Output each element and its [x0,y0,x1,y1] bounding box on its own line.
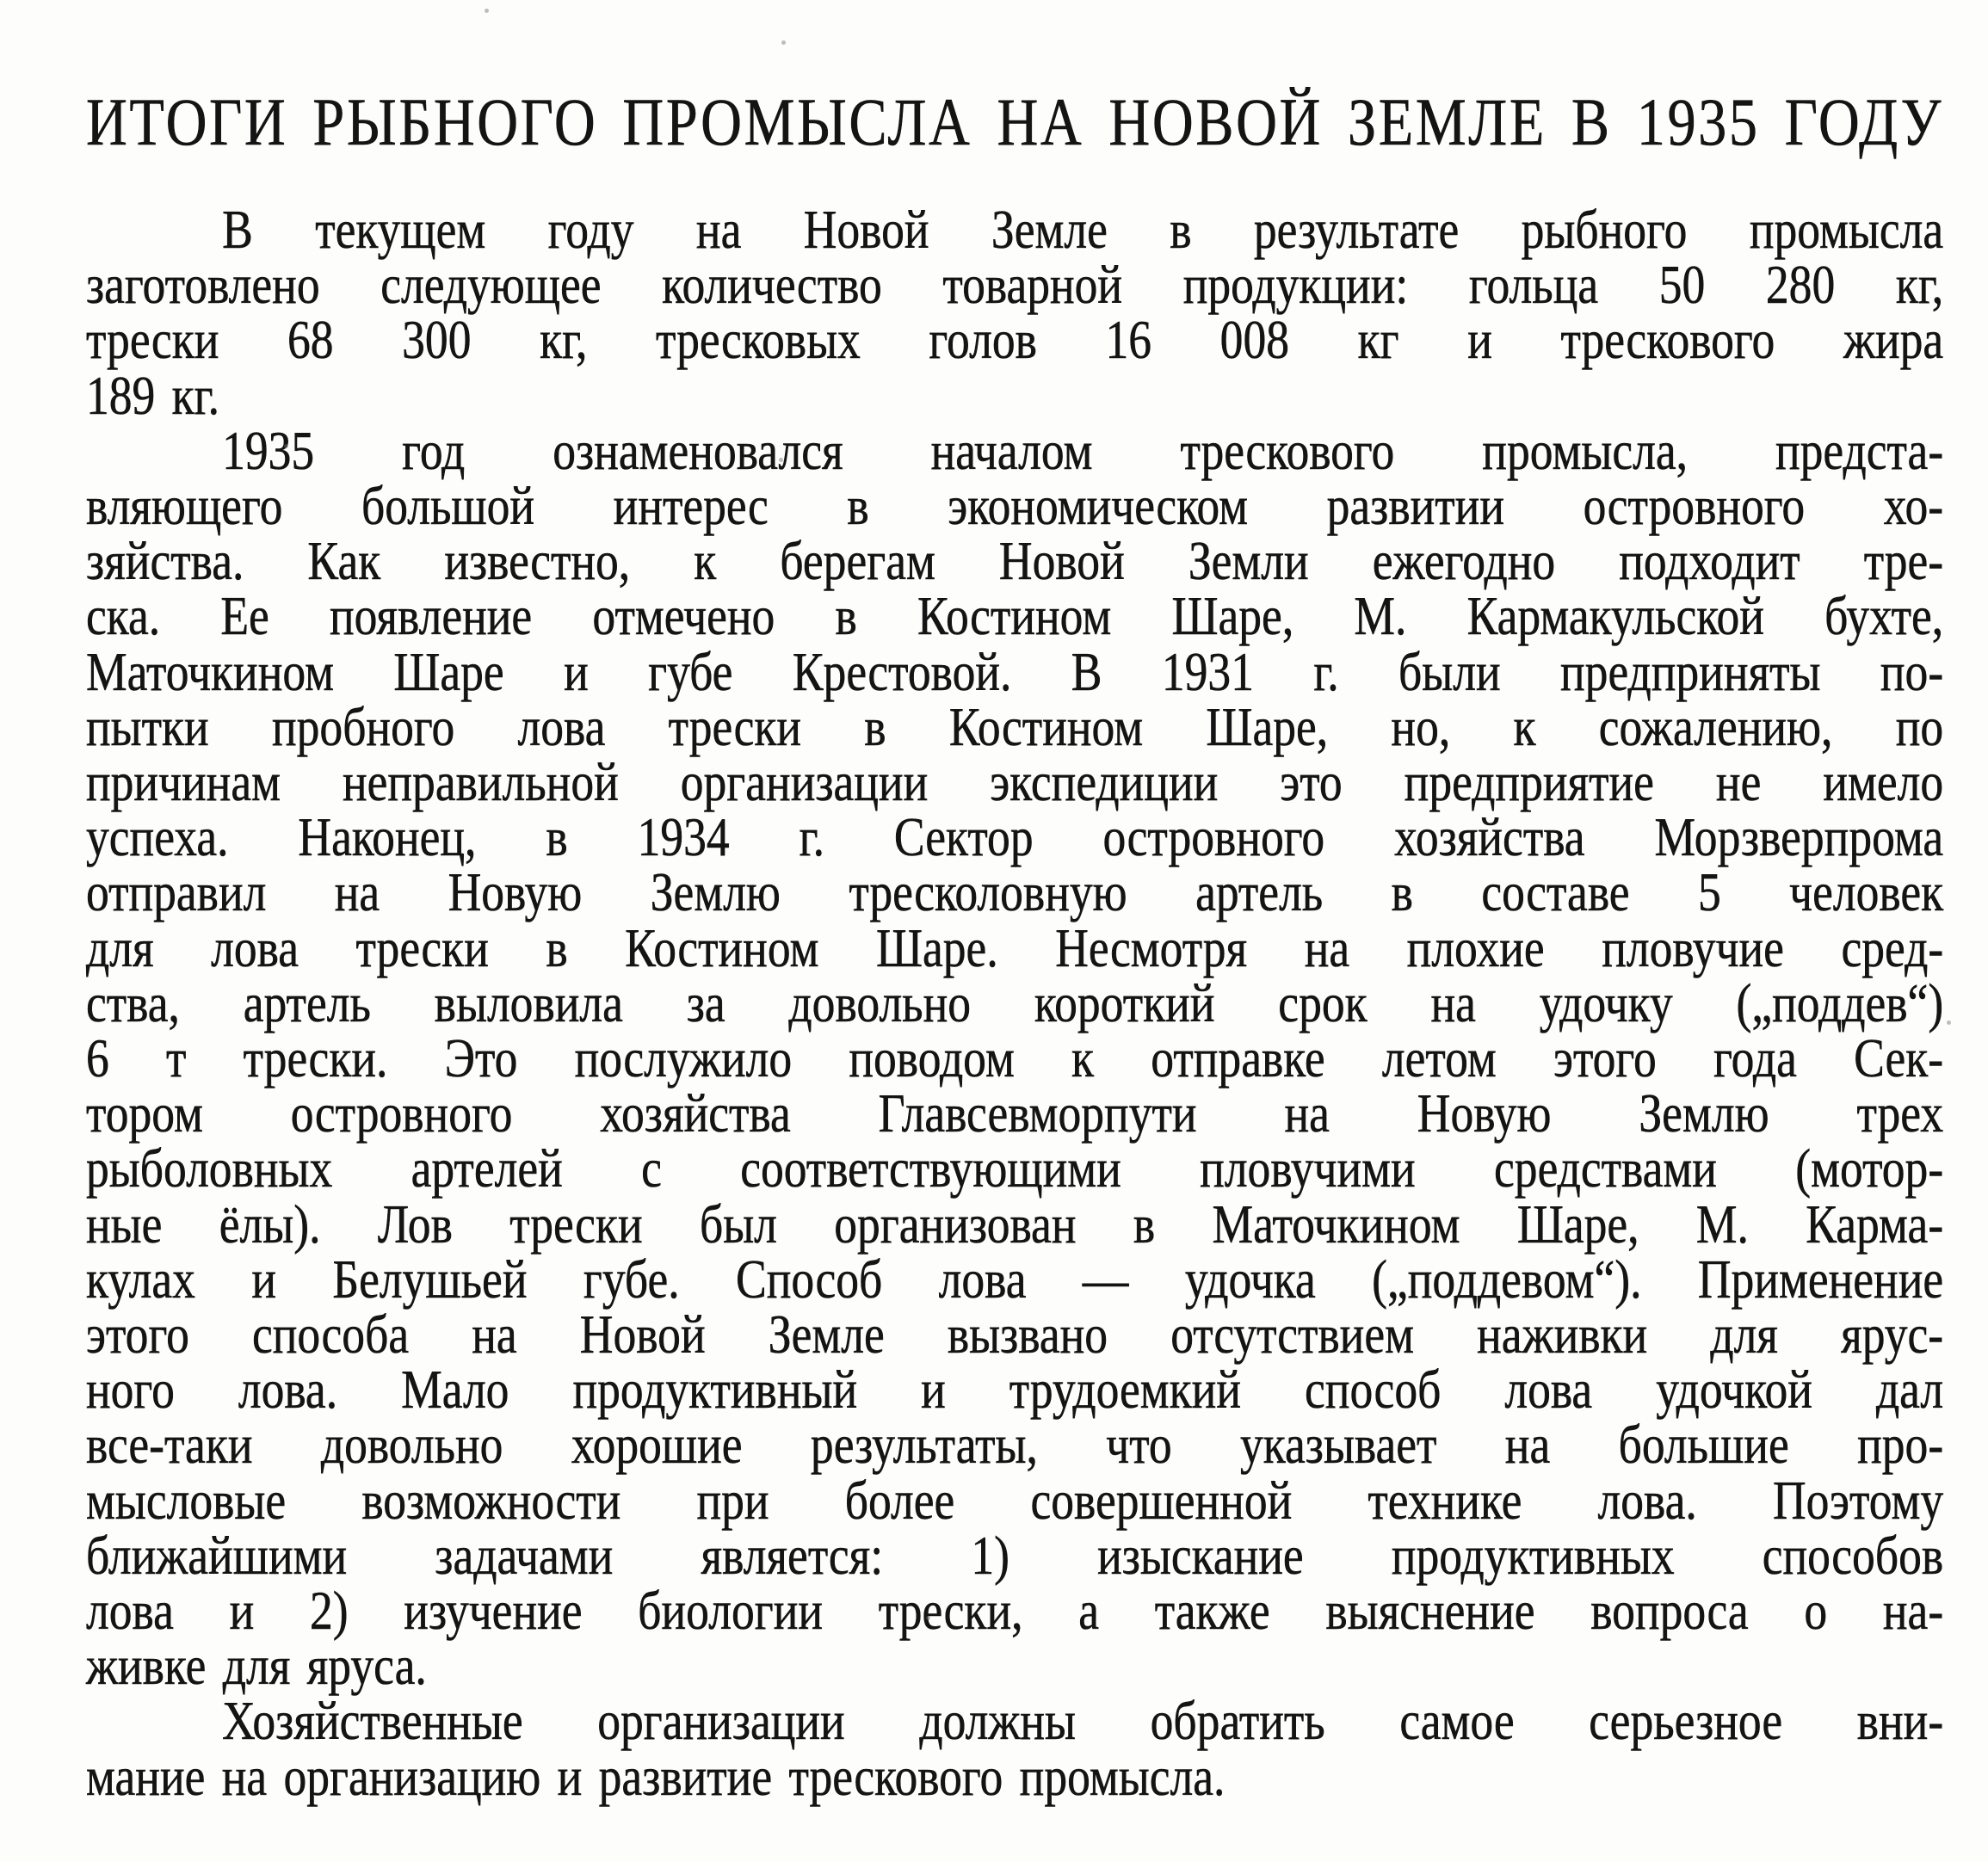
text-line: 1935 год ознаменовался началом трескового промысла, предста- [222,420,1944,481]
text-line: вляющего большой интерес в экономическом развитии островного хо- [86,476,1944,537]
text-line: В текущем году на Новой Земле в результате рыбного промысла [222,200,1944,260]
page-title [86,84,1944,159]
text-line: мание на организацию и развитие трескового промысла. [86,1746,1226,1807]
paragraph-cod-fishery-history [86,420,1944,1697]
text-line: ные ёлы). Лов трески был организован в Маточкином Шаре, М. Карма- [86,1193,1944,1255]
scan-speck [1947,1020,1951,1025]
text-line: для лова трески в Костином Шаре. Несмотря на плохие пловучие сред- [86,917,1944,978]
text-line: пытки пробного лова трески в Костином Шаре, но, к сожалению, по [86,696,1944,757]
text-line: причинам неправильной организации экспедиции это предприятие не имело [86,752,1944,813]
title-word: НА [997,84,1084,159]
title-word: ГОДУ [1784,84,1944,159]
text-line: этого способа на Новой Земле вызвано отсутствием наживки для ярус- [86,1304,1944,1366]
text-line: 6 т трески. Это послужило поводом к отправке летом этого года Сек- [86,1028,1944,1089]
text-line: мысловые возможности при более совершенной технике лова. Поэтому [86,1470,1944,1531]
scan-speck [926,1616,930,1620]
scan-speck [485,9,489,13]
title-word: ПРОМЫСЛА [622,84,972,159]
title-word: ЗЕМЛЕ [1347,84,1547,159]
text-line: ска. Ее появление отмечено в Костином Шаре, М. Кармакульской бухте, [86,586,1944,647]
scan-speck [284,444,288,448]
title-word: НОВОЙ [1108,84,1323,159]
text-line: ближайшими задачами является: 1) изыскание продуктивных способов [86,1525,1944,1586]
text-line: живке для яруса. [86,1636,427,1697]
text-line: лова и 2) изучение биологии трески, а также выяснение вопроса о на- [86,1581,1944,1642]
text-line: зяйства. Как известно, к берегам Новой Земли ежегодно подходит тре- [86,531,1944,592]
text-block [86,84,1944,1807]
title-word: РЫБНОГО [312,84,598,159]
text-line: Маточкином Шаре и губе Крестовой. В 1931 г. были предприняты по- [86,641,1944,702]
title-word: ИТОГИ [86,84,288,159]
text-line: Хозяйственные организации должны обратить самое серьезное вни- [222,1691,1944,1752]
text-line: успеха. Наконец, в 1934 г. Сектор островного хозяйства Морзверпрома [86,807,1944,868]
paragraph-production-totals [86,200,1944,426]
title-word: В [1571,84,1612,159]
text-line: заготовлено следующее количество товарной продукции: гольца 50 280 кг, [86,255,1944,316]
text-line: 189 кг. [86,365,219,426]
text-line: ства, артель выловила за довольно короткий срок на удочку („поддев“) [86,972,1944,1033]
text-line: рыболовных артелей с соответствующими пловучими средствами (мотор- [86,1138,1944,1199]
text-line: отправил на Новую Землю тресколовную артель в составе 5 человек [86,862,1944,923]
text-line: ного лова. Мало продуктивный и трудоемкий способ лова удочкой дал [86,1360,1944,1421]
paragraph-conclusion [86,1691,1944,1807]
scan-speck [779,458,783,462]
text-line: все-таки довольно хорошие результаты, что указывает на большие про- [86,1415,1944,1476]
text-line: трески 68 300 кг, тресковых голов 16 008 кг и трескового жира [86,310,1944,371]
text-line: кулах и Белушьей губе. Способ лова — удочка („поддевом“). Применение [86,1249,1944,1310]
text-line: тором островного хозяйства Главсевморпути на Новую Землю трех [86,1083,1944,1144]
scan-speck [781,40,786,45]
title-word: 1935 [1636,84,1760,159]
